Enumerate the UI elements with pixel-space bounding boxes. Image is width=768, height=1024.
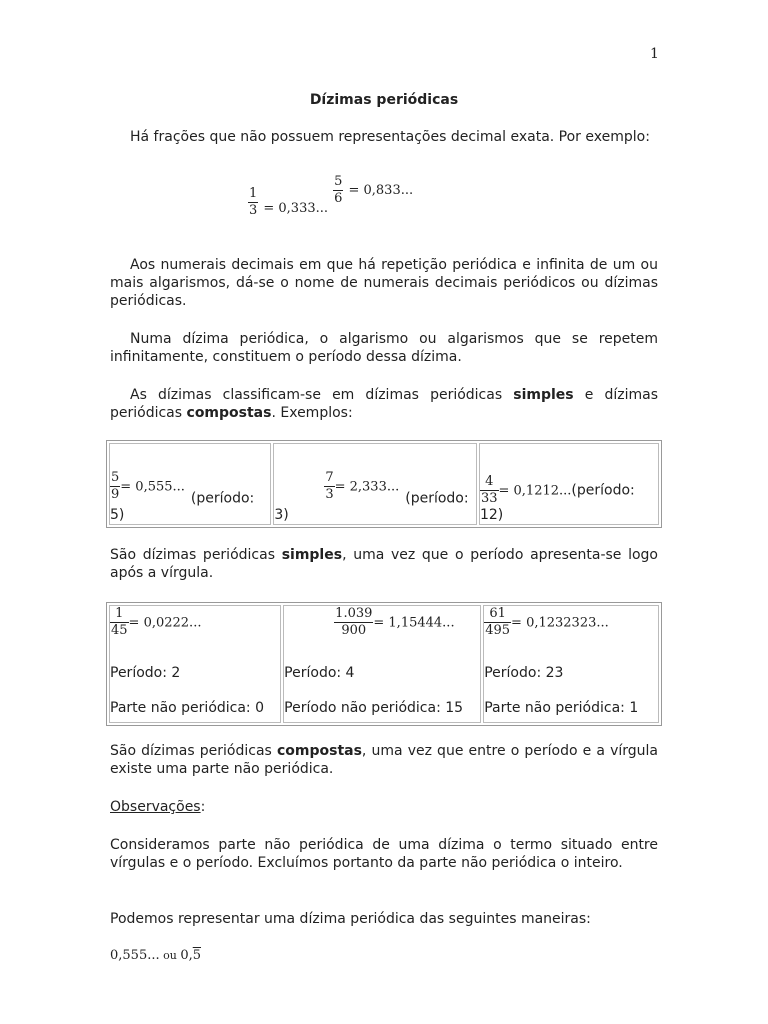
fraction-numerator: 5 xyxy=(111,469,120,485)
fraction-denominator: 495 xyxy=(485,623,511,638)
fraction xyxy=(484,606,511,639)
table-cell xyxy=(273,443,477,525)
decimal-value: = 0,833... xyxy=(348,183,414,198)
text-run: São dízimas periódicas xyxy=(110,743,277,759)
decimal-value: = 1,15444... xyxy=(373,615,455,631)
fraction-numerator: 4 xyxy=(480,474,499,491)
table-cell xyxy=(479,443,659,525)
fraction-numerator: 1 xyxy=(249,186,258,201)
nonperiodic-value: Parte não periódica: 1 xyxy=(484,700,639,716)
simple-examples-table xyxy=(106,440,662,528)
notation-or: ou xyxy=(159,949,181,962)
text-run: São dízimas periódicas xyxy=(110,547,282,563)
bold-compostas: compostas xyxy=(276,743,362,759)
period-value: Período: 2 xyxy=(110,665,181,681)
decimal-value: = 0,1212... xyxy=(498,483,572,499)
nonperiodic-value: Período não periódica: 15 xyxy=(284,700,464,716)
table-cell xyxy=(283,605,481,723)
fraction-numerator: 1.039 xyxy=(335,606,373,621)
decimal-value: = 0,555... xyxy=(120,479,185,494)
decimal-value: = 2,333... xyxy=(334,479,400,494)
notation-bar-digit: 5 xyxy=(192,948,202,963)
text-run: , uma vez que entre o período e a vírgula existe uma parte não periódica. xyxy=(110,743,658,777)
composite-explanation-paragraph xyxy=(110,742,658,778)
fraction-denominator: 3 xyxy=(249,203,258,218)
fraction-5-6 xyxy=(333,174,343,207)
fraction xyxy=(480,474,499,507)
text-run: As dízimas classificam-se em dízimas periódicas xyxy=(130,387,514,403)
fraction-denominator: 900 xyxy=(341,623,367,638)
fraction xyxy=(324,470,334,503)
page-title: Dízimas periódicas xyxy=(309,92,459,108)
text-run: . Exemplos: xyxy=(271,405,353,421)
period-value: Período: 4 xyxy=(284,665,355,681)
notation-int: 0, xyxy=(180,948,193,963)
decimal-value: = 0,1232323... xyxy=(511,615,609,631)
intro-fractions xyxy=(248,174,414,219)
fraction xyxy=(334,606,373,639)
bold-compostas: compostas xyxy=(186,405,272,421)
notation-paragraph: Podemos representar uma dízima periódica das seguintes maneiras: xyxy=(110,911,591,927)
notation-examples xyxy=(110,948,201,963)
fraction-denominator: 33 xyxy=(480,491,498,506)
observations-colon: : xyxy=(200,799,206,815)
intro-paragraph: Há frações que não possuem representações decimal exata. Por exemplo: xyxy=(130,129,650,145)
period-value: 12) xyxy=(479,507,504,523)
period-value: 3) xyxy=(274,507,289,523)
fraction-denominator: 3 xyxy=(325,486,334,502)
page-number: 1 xyxy=(650,46,659,62)
period-paragraph: Numa dízima periódica, o algarismo ou algarismos que se repetem infinitamente, constituem o período dessa dízima. xyxy=(110,331,658,365)
period-value: 5) xyxy=(110,507,125,523)
bold-simples: simples xyxy=(281,547,343,563)
fraction-denominator: 6 xyxy=(334,191,343,206)
table-cell xyxy=(483,605,659,723)
nonperiodic-definition-paragraph: Consideramos parte não periódica de uma dízima o termo situado entre vírgulas e o período. Excluímos portanto da parte não periódica o inteiro. xyxy=(110,837,658,871)
classification-paragraph xyxy=(110,386,658,422)
notation-ellipsis: 0,555... xyxy=(110,948,160,963)
decimal-value: = 0,333... xyxy=(263,201,329,216)
nonperiodic-value: Parte não periódica: 0 xyxy=(110,700,265,716)
fraction-numerator: 7 xyxy=(325,469,334,485)
table-cell xyxy=(109,605,281,723)
definition-paragraph: Aos numerais decimais em que há repetição periódica e infinita de um ou mais algarismos, dá-se o nome de numerais decimais periódicos ou dízimas periódicas. xyxy=(110,257,658,309)
fraction-denominator: 9 xyxy=(111,486,120,502)
period-value: Período: 23 xyxy=(484,665,564,681)
fraction-numerator: 5 xyxy=(334,174,343,189)
table-cell xyxy=(109,443,271,525)
period-label: (período: xyxy=(190,490,255,506)
observations-heading xyxy=(110,798,658,816)
simple-explanation-paragraph xyxy=(110,546,658,582)
decimal-value: = 0,0222... xyxy=(128,615,202,631)
fraction xyxy=(110,470,120,503)
observations-label: Observações xyxy=(110,799,201,815)
text-run: , uma vez que o período apresenta-se logo após a vírgula. xyxy=(110,547,658,581)
composite-examples-table xyxy=(106,602,662,726)
fraction-1-3 xyxy=(248,186,258,219)
bold-simples: simples xyxy=(513,387,574,403)
fraction xyxy=(110,606,129,639)
period-label: (período: xyxy=(405,490,469,506)
fraction-numerator: 1 xyxy=(110,606,129,623)
period-label: (período: xyxy=(571,482,635,499)
fraction-denominator: 45 xyxy=(111,623,128,638)
fraction-numerator: 61 xyxy=(484,606,511,623)
text-run: e dízimas periódicas xyxy=(110,387,658,421)
